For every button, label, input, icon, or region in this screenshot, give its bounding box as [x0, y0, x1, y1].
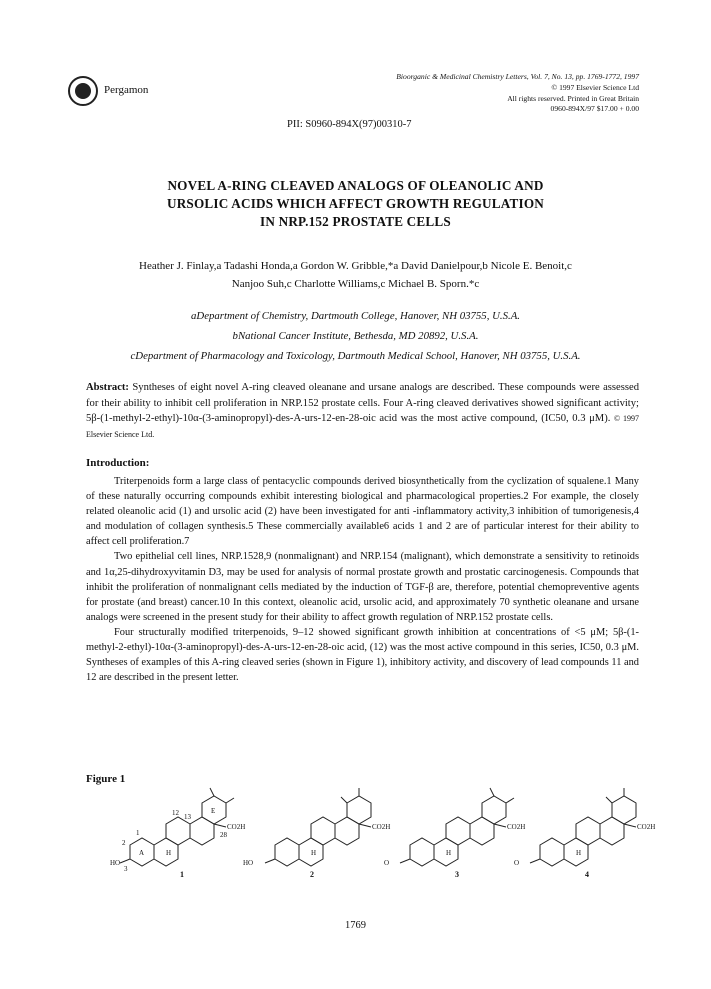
label-c13: 13: [184, 813, 191, 821]
publisher-name: Pergamon: [104, 84, 149, 96]
compound-number-1: 1: [180, 870, 184, 879]
label-c2: 2: [122, 839, 126, 847]
author-list: [60, 257, 651, 293]
affiliation-b: bNational Cancer Institute, Bethesda, MD 20892, U.S.A.: [232, 330, 479, 342]
introduction-body: [86, 474, 639, 685]
abstract-label: Abstract:: [86, 382, 129, 393]
compound-1-structure: [120, 788, 234, 866]
title-line-3: IN NRP.152 PROSTATE CELLS: [260, 214, 451, 229]
pii-identifier: PII: S0960-894X(97)00310-7: [287, 119, 412, 130]
compound-number-4: 4: [585, 870, 589, 879]
h-label-3: H: [446, 849, 452, 857]
affiliation-a: aDepartment of Chemistry, Dartmouth College, Hanover, NH 03755, U.S.A.: [191, 310, 520, 322]
o-label-4: O: [514, 859, 520, 867]
o-label-3: O: [384, 859, 390, 867]
h-label-4: H: [576, 849, 582, 857]
intro-paragraph-2: Two epithelial cell lines, NRP.1528,9 (nonmalignant) and NRP.154 (malignant), which demonstrate a sensitivity to retinoids and 1α,25-dihydroxyvitamin D3, may be used for analysis of normal prostate growth and prostatic carcinogenesis. Compounds that inhibit the proliferation of nonmalignant cells mediated by the induction of TGF-β are, therefore, potential chemopreventive agents for prostate (and breast) cancer.10 In this context, oleanolic acid, ursolic acid, and approximately 70 synthetic oleanane and ursane analogs were screened in the present study for their ability to affect growth regulation of NRP.152 prostate cells.: [86, 551, 639, 623]
label-ring-e: E: [211, 807, 216, 815]
ho-label-1: HO: [110, 859, 121, 867]
title-line-2: URSOLIC ACIDS WHICH AFFECT GROWTH REGULATION: [166, 196, 545, 211]
compound-2-structure: [265, 788, 371, 866]
journal-info: [396, 72, 639, 115]
journal-citation: Bioorganic & Medicinal Chemistry Letters, Vol. 7, No. 13, pp. 1769-1772, 1997: [396, 72, 639, 81]
copyright-line: © 1997 Elsevier Science Ltd: [551, 82, 639, 92]
intro-paragraph-1: Triterpenoids form a large class of pentacyclic compounds derived biosynthetically from the cyclization of squalene.1 Many of these naturally occurring compounds exhibit interesting biological and pharmacological properties.2 For example, the closely related oleanolic acid (1) and ursolic acid (2) have been investigated for anti -inflammatory activity,3 inhibition of tumorigenesis,4 and modulation of collagen synthesis.5 These commercially available6 acids 1 and 2 are of particular interest for their ability to affect cell proliferation.7: [86, 476, 639, 548]
compound-number-2: 2: [310, 870, 314, 879]
paper-title: [60, 177, 651, 231]
authors-line-2: Nanjoo Suh,c Charlotte Williams,c Michael B. Sporn.*c: [231, 278, 480, 290]
authors-line-1: Heather J. Finlay,a Tadashi Honda,a Gordon W. Gribble,*a David Danielpour,b Nicole E. Benoit,c: [139, 260, 572, 272]
introduction-heading: Introduction:: [86, 457, 150, 469]
abstract: [86, 380, 639, 442]
ho-label-2: HO: [243, 859, 254, 867]
label-c28: 28: [220, 831, 227, 839]
logo-tree-icon: [75, 83, 91, 99]
title-line-1: NOVEL A-RING CLEAVED ANALOGS OF OLEANOLIC AND: [167, 178, 544, 193]
compound-number-3: 3: [455, 870, 459, 879]
h-label-1: H: [166, 849, 172, 857]
abstract-text: Syntheses of eight novel A-ring cleaved oleanane and ursane analogs are described. These compounds were assessed for their ability to inhibit cell proliferation in NRP.152 prostate cells. Four A-ring cleaved derivatives showed significant activity; 5β-(1-methyl-2-ethyl)-10α-(3-aminopropyl)-des-A-urs-12-en-28-oic acid was the most active compound, (IC50, 0.3 μM).: [86, 382, 639, 424]
h-label-2: H: [311, 849, 317, 857]
label-ring-a: A: [139, 849, 145, 857]
intro-paragraph-3: Four structurally modified triterpenoids, 9–12 showed significant growth inhibition at concentrations of <5 μM; 5β-(1-methyl-2-ethyl)-10α-(3-aminopropyl)-des-A-urs-12-en-28-oic acid, (12) was the most active compound in this series, IC50, 0.3 μM. Syntheses of examples of this A-ring cleaved series (shown in Figure 1), inhibitory activity, and discovery of lead compounds 11 and 12 are described in the present letter.: [86, 626, 639, 684]
acid-label-4: CO2H: [637, 823, 656, 831]
acid-label-3: CO2H: [507, 823, 526, 831]
compound-3-structure: [400, 788, 514, 866]
rights-line: All rights reserved. Printed in Great Britain: [507, 93, 639, 103]
label-c3: 3: [124, 865, 128, 873]
label-c12: 12: [172, 809, 179, 817]
affiliations: [60, 306, 651, 366]
figure-heading: Figure 1: [86, 773, 126, 785]
figure-1-structures: [110, 785, 670, 885]
publisher-logo: [68, 76, 98, 106]
abstract-copyright: © 1997 Elsevier Science Ltd.: [86, 414, 640, 439]
acid-label-1: CO2H: [227, 823, 246, 831]
acid-label-2: CO2H: [372, 823, 391, 831]
page-number: 1769: [345, 920, 366, 931]
label-c1: 1: [136, 829, 140, 837]
affiliation-c: cDepartment of Pharmacology and Toxicology, Dartmouth Medical School, Hanover, NH 03755, U.S.A.: [130, 350, 581, 362]
compound-4-structure: [530, 788, 636, 866]
price-line: 0960-894X/97 $17.00 + 0.00: [550, 104, 639, 114]
